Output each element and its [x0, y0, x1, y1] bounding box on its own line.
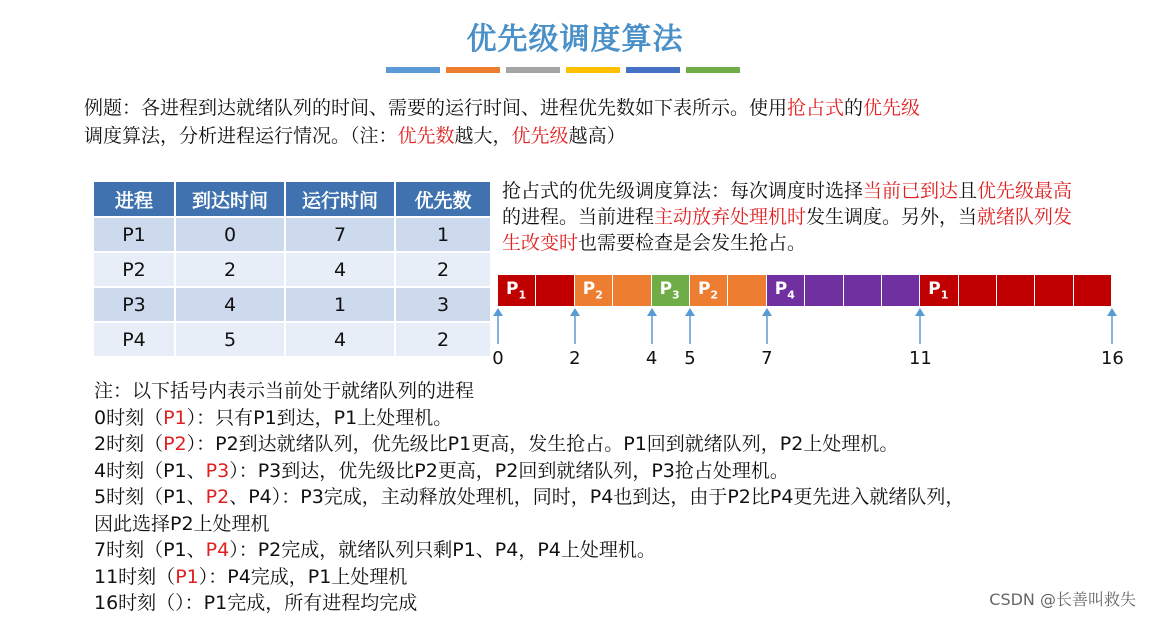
time-tick-label: 5	[684, 348, 696, 369]
note-line: 2时刻（P2）：P2到达就绪队列，优先级比P1更高，发生抢占。P1回到就绪队列，P2上处理机。	[94, 433, 899, 455]
note-line: 0时刻（P1）：只有P1到达，P1上处理机。	[94, 406, 453, 429]
title-color-bar	[686, 67, 740, 73]
gantt-cell	[805, 275, 843, 306]
gantt-cell	[575, 275, 613, 306]
algorithm-description: 抢占式的优先级调度算法：每次调度时选择当前已到达且优先级最高的进程。当前进程主动放弃处理机时发生调度。另外，当就绪队列发生改变时也需要检查是会发生抢占。	[502, 180, 1073, 254]
table-header: 进程	[93, 181, 175, 217]
note-line: 11时刻（P1）：P4完成，P1上处理机	[94, 565, 408, 588]
gantt-process-label: $P_2$	[582, 279, 603, 302]
gantt-cell	[882, 275, 920, 306]
title-color-bar	[386, 67, 440, 73]
gantt-cell	[652, 275, 690, 306]
table-row: P2 2 4 2	[93, 252, 491, 287]
time-tick-label: 7	[761, 348, 773, 369]
title-color-bar	[446, 67, 500, 73]
gantt-cell	[920, 275, 958, 306]
table-header: 到达时间	[175, 181, 285, 217]
gantt-process-label: $P_1$	[928, 279, 949, 302]
time-arrow-icon	[569, 308, 581, 344]
gantt-cell	[536, 275, 574, 306]
time-tick-label: 2	[569, 348, 581, 369]
gantt-cell	[613, 275, 651, 306]
gantt-cell	[767, 275, 805, 306]
table-row: P1 0 7 1	[93, 217, 491, 252]
gantt-process-label: $P_4$	[774, 279, 795, 302]
page-title: 优先级调度算法	[466, 22, 684, 57]
gantt-cell	[959, 275, 997, 306]
table-header: 运行时间	[285, 181, 395, 217]
process-table	[92, 180, 492, 358]
note-line: 因此选择P2上处理机	[94, 512, 270, 535]
time-tick-label: 0	[492, 348, 504, 369]
time-arrow-icon	[684, 308, 696, 344]
notes-header: 注：以下括号内表示当前处于就绪队列的进程	[94, 380, 475, 402]
time-arrow-icon	[1106, 308, 1118, 344]
title-color-bar	[506, 67, 560, 73]
time-arrow-icon	[646, 308, 658, 344]
gantt-process-label: $P_3$	[659, 279, 680, 302]
gantt-cell	[690, 275, 728, 306]
timeline-notes	[94, 378, 1094, 617]
time-tick-label: 4	[645, 348, 658, 369]
gantt-cell	[728, 275, 766, 306]
example-intro: 例题：各进程到达就绪队列的时间、需要的运行时间、进程优先数如下表所示。使用抢占式的优先级 调度算法，分析进程运行情况。（注：优先数越大，优先级越高）	[84, 97, 921, 147]
table-row: P4 5 4 2	[93, 322, 491, 357]
gantt-cell	[997, 275, 1035, 306]
note-line: 7时刻（P1、P4）：P2完成，就绪队列只剩P1、P4，P4上处理机。	[94, 539, 656, 561]
time-arrow-icon	[761, 308, 773, 344]
gantt-chart	[498, 275, 1112, 306]
gantt-process-label: $P_2$	[697, 279, 719, 302]
gantt-cell	[1074, 275, 1112, 306]
time-tick-label: 16	[1100, 348, 1124, 369]
gantt-cell	[498, 275, 536, 306]
table-header: 优先数	[395, 181, 491, 217]
time-tick-label: 11	[908, 348, 932, 369]
note-line: 4时刻（P1、P3）：P3到达，优先级比P2更高，P2回到就绪队列，P3抢占处理机。	[94, 459, 789, 482]
title-color-bar	[626, 67, 680, 73]
title-color-bar	[566, 67, 620, 73]
gantt-cell	[844, 275, 882, 306]
note-line: 16时刻（）：P1完成，所有进程均完成	[94, 592, 418, 614]
gantt-process-label: $P_1$	[506, 279, 527, 302]
time-arrow-icon	[492, 308, 504, 344]
gantt-cell	[1035, 275, 1073, 306]
note-line: 5时刻（P1、P2、P4）：P3完成，主动释放处理机，同时，P4也到达，由于P2比P4更先进入就绪队列，	[94, 486, 965, 508]
table-row: P3 4 1 3	[93, 287, 491, 322]
watermark: CSDN @长善叫救失	[989, 590, 1136, 609]
time-arrow-icon	[914, 308, 926, 344]
